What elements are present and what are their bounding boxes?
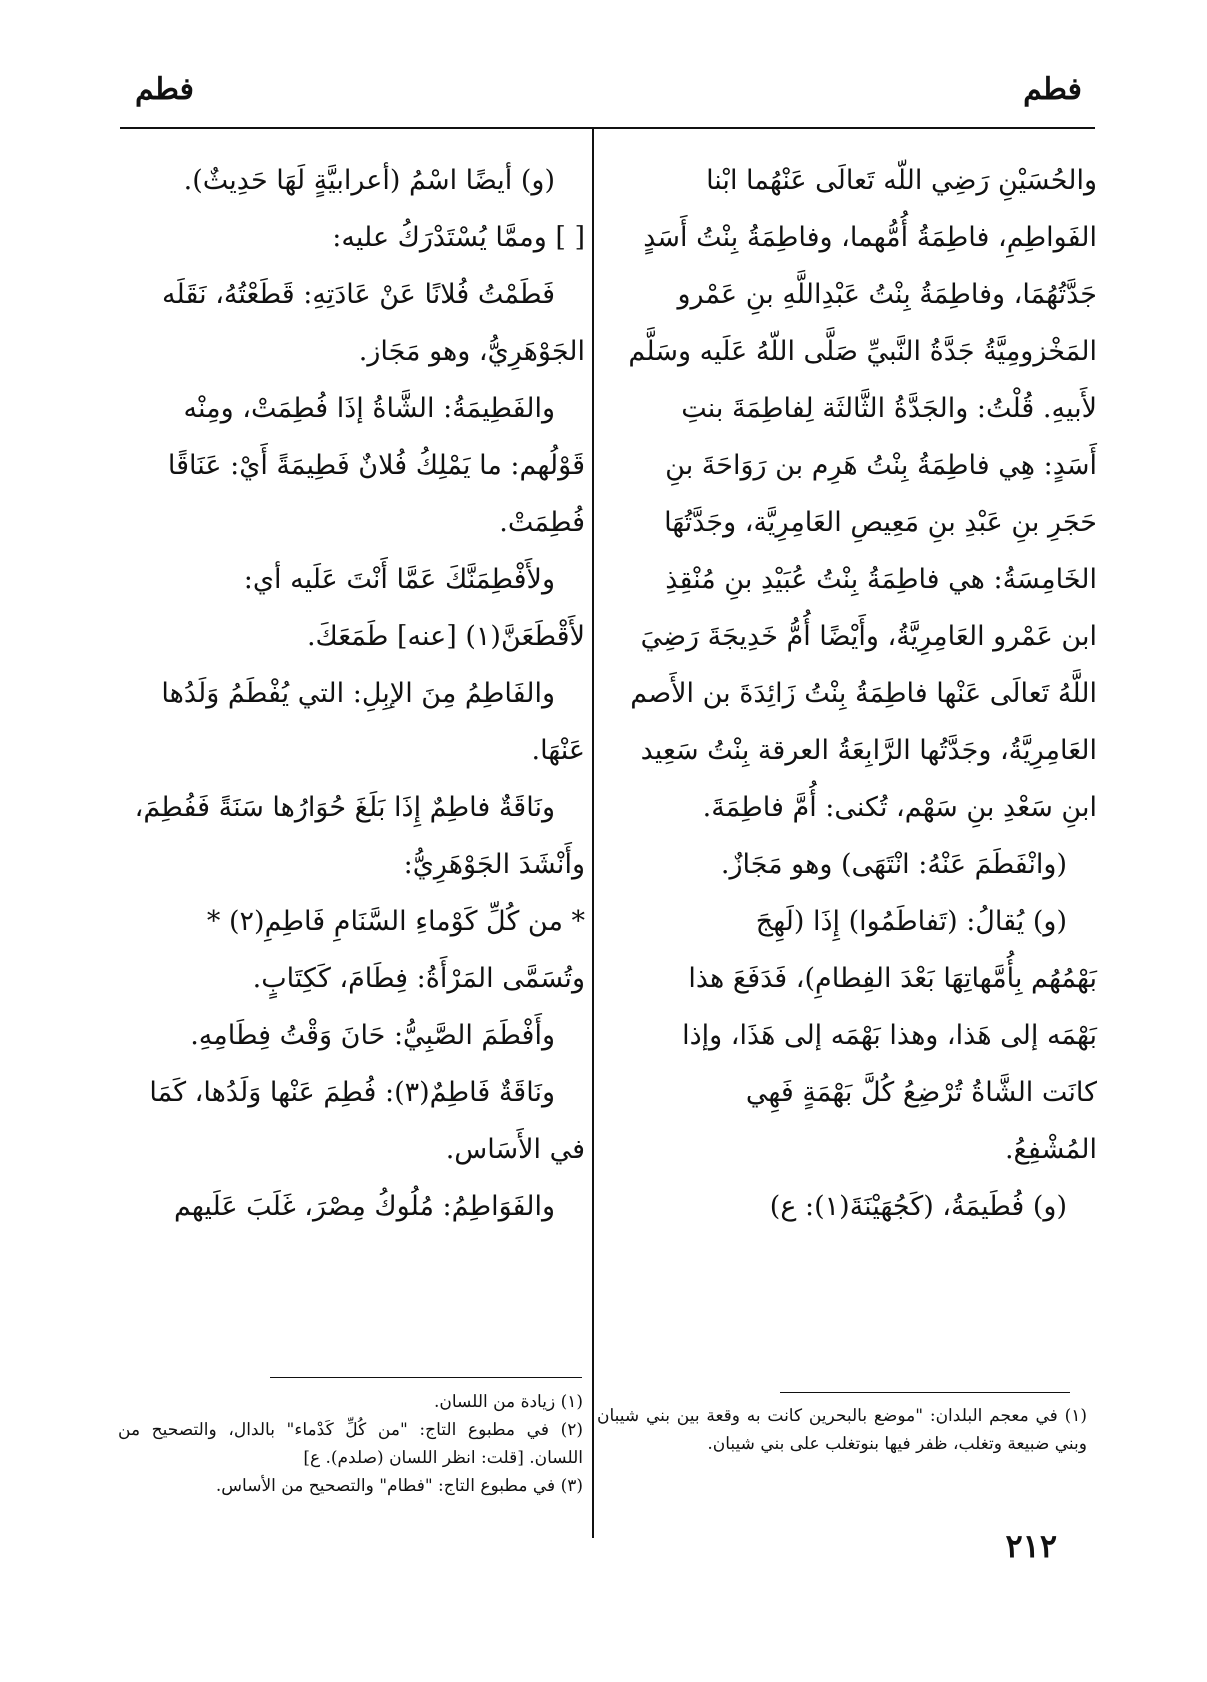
header-rule [120, 127, 1095, 129]
text-line: فُطِمَتْ. [499, 507, 585, 538]
text-line: (وانْفَطَمَ عَنْهُ: انْتَهَى) وهو مَجَازٌ. [720, 849, 1067, 880]
text-line: المُشْفِعُ. [1004, 1134, 1097, 1165]
text-line: (و) فُطَيمَةُ، (كَجُهَيْنَةَ(١): ع) [769, 1191, 1067, 1222]
text-line: ابن عَمْرو العَامِرِيَّةُ، وأَيْضًا أُمُّ خَدِيجَةَ رَضِيَ [640, 621, 1097, 652]
running-head-right: فطم [1023, 72, 1082, 107]
text-line: والفَوَاطِمُ: مُلُوكُ مِصْرَ، غَلَبَ عَلَيهم [173, 1191, 555, 1222]
text-line: اللَّهُ تَعالَى عَنْها فاطِمَةُ بِنْتُ زَائِدَةَ بن الأَصم [630, 678, 1097, 709]
text-line: (و) أيضًا اسْمُ (أعرابيَّةٍ لَهَا حَدِيثٌ). [183, 165, 555, 196]
text-line: كانَت الشَّاةُ تُرْضِعُ كُلَّ بَهْمَةٍ فَهِي [745, 1077, 1097, 1108]
text-line: (و) يُقالُ: (تَفاطَمُوا) إِذَا (لَهِجَ [755, 906, 1067, 937]
text-line: في الأَسَاس. [445, 1134, 585, 1165]
text-line: والحُسَيْنِ رَضِي اللّه تَعالَى عَنْهُما ابْنا [706, 165, 1097, 196]
footnote-rule-left [270, 1377, 582, 1378]
text-line: الفَواطِمِ، فاطِمَةُ أُمُّهما، وفاطِمَةُ بِنْتُ أَسَدٍ [643, 222, 1097, 253]
page-number: ٢١٢ [1005, 1527, 1057, 1565]
text-line: وأَفْطَمَ الصَّبِيُّ: حَانَ وَقْتُ فِطَامِهِ. [190, 1020, 555, 1051]
text-line: أَسَدٍ: هِي فاطِمَةُ بِنْتُ هَرِم بن رَوَاحَةَ بنِ [665, 450, 1097, 481]
footnote: (٢) في مطبوع التاج: "من كُلِّ كَدْماء" بالدال، والتصحيح من اللسان. [قلت: انظر اللسان (صلدم). ع] [118, 1420, 583, 1468]
text-line: لأَبيهِ. قُلْتُ: والجَدَّةُ الثَّالثَة لِفاطِمَةَ بنتِ [681, 393, 1097, 424]
text-line: والفَطِيمَةُ: الشَّاةُ إذَا فُطِمَتْ، ومِنْه [183, 393, 555, 424]
left-column [115, 152, 585, 1235]
column-divider [592, 128, 594, 1538]
footnote-rule-right [780, 1392, 1070, 1393]
text-line: عَنْهَا. [531, 735, 585, 766]
text-line: ونَاقَةٌ فَاطِمٌ(٣): فُطِمَ عَنْها وَلَدُها، كَمَا [149, 1077, 555, 1108]
text-line: وأَنْشَدَ الجَوْهَرِيُّ: [403, 849, 585, 880]
footnote: (١) زيادة من اللسان. [433, 1392, 583, 1412]
verse-line: * من كُلِّ كَوْماءِ السَّنَامِ فَاطِمِ(٢) * [206, 906, 585, 937]
text-line: ابنِ سَعْدِ بنِ سَهْم، تُكنى: أُمَّ فاطِمَةَ. [702, 792, 1097, 823]
right-column [597, 152, 1097, 1235]
footnote: (٣) في مطبوع التاج: "فطام" والتصحيح من الأساس. [215, 1476, 583, 1496]
text-line: والفَاطِمُ مِنَ الإبِلِ: التي يُفْطَمُ وَلَدُها [161, 678, 555, 709]
footnotes-left [118, 1388, 583, 1500]
footnotes-right [597, 1402, 1087, 1458]
text-line: ونَاقَةٌ فاطِمٌ إِذَا بَلَغَ حُوَارُها سَنَةً فَفُطِمَ، [134, 792, 555, 823]
text-line: العَامِرِيَّةُ، وجَدَّتُها الرَّابِعَةُ العرقة بِنْتُ سَعِيد [640, 735, 1097, 766]
text-line: قَوْلُهم: ما يَمْلِكُ فُلانٌ فَطِيمَةً أَيْ: عَنَاقًا [167, 450, 585, 481]
running-head-left: فطم [135, 72, 194, 107]
text-line: الجَوْهَرِيُّ، وهو مَجَاز. [358, 336, 585, 367]
footnote: (١) في معجم البلدان: "موضع بالبحرين كانت به وقعة بين بني شيبان وبني ضبيعة وتغلب، ظفر فيها بنوتغلب على بني شيبان. [597, 1406, 1087, 1454]
text-line: بَهْمَه إلى هَذا، وهذا بَهْمَه إلى هَذَا، وإذا [682, 1020, 1097, 1051]
text-line: وتُسَمَّى المَرْأَةُ: فِطَامَ، كَكِتَابٍ. [252, 963, 585, 994]
text-line: [ ] وممَّا يُسْتَدْرَكُ عليه: [332, 222, 585, 253]
text-line: حَجَرِ بنِ عَبْدِ بنِ مَعِيصِ العَامِرِيَّة، وجَدَّتُهَا [664, 507, 1097, 538]
text-line: المَخْزومِيَّةُ جَدَّةُ النَّبيِّ صَلَّى اللّهُ عَلَيه وسَلَّم [628, 336, 1097, 367]
text-line: بَهْمُهُم بِأُمَّهاتِهَا بَعْدَ الفِطامِ)، فَدَفَعَ هذا [688, 963, 1097, 994]
text-line: لأَقْطَعَنَّ(١) [عنه] طَمَعَكَ. [306, 621, 585, 652]
text-line: فَطَمْتُ فُلانًا عَنْ عَادَتِهِ: قَطَعْتُهُ، نَقَلَه [162, 279, 555, 310]
text-line: ولأَفْطِمَنَّكَ عَمَّا أَنْتَ عَلَيه أي: [243, 564, 555, 595]
text-line: جَدَّتُهُمَا، وفاطِمَةُ بِنْتُ عَبْدِاللَّهِ بنِ عَمْرو [677, 279, 1097, 310]
text-line: الخَامِسَةُ: هي فاطِمَةُ بِنْتُ عُبَيْدِ بنِ مُنْقِذِ [665, 564, 1097, 595]
